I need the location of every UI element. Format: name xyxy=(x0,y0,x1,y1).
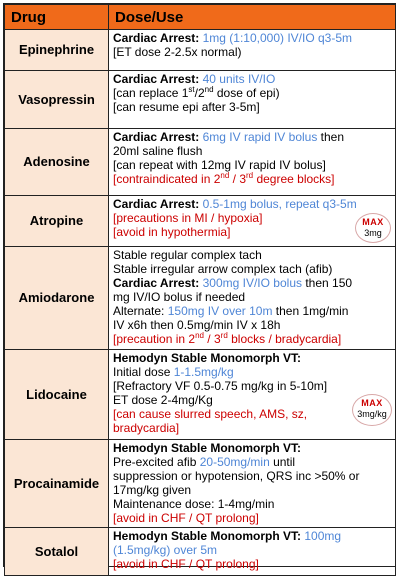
dose-cell xyxy=(109,196,396,247)
indication-heading: Cardiac Arrest: xyxy=(113,31,200,45)
table-row xyxy=(5,247,396,350)
dose-cell: Stable regular complex tach Stable irregular arrow complex tach (afib) Cardiac Arrest: 300mg IV/IO bolus then 150 mg IV/IO bolus if needed Alternate: 150mg IV over 10m then 1mg/min IV x6h then 0.5mg/min IV x 18h [precaution in 2nd / 3rd blocks / bradycardia] xyxy=(109,247,396,350)
warning-note: [avoid in CHF / QT prolong] xyxy=(113,511,259,525)
drug-name: Epinephrine xyxy=(5,30,109,71)
drug-dose-table xyxy=(3,3,396,571)
max-value: 3mg/kg xyxy=(357,409,387,419)
dose-value: (1.5mg/kg) over 5m xyxy=(113,543,218,557)
dose-cell: Hemodyn Stable Monomorph VT: Initial dose 1-1.5mg/kg [Refractory VF 0.5-0.75 mg/kg in 5-10m] ET dose 2-4mg/Kg [can cause slurred speech, AMS, sz, bradycardia] MAX 3mg/kg xyxy=(109,350,396,440)
dose-value: 40 units IV/IO xyxy=(202,72,276,86)
dose-note: suppression or hypotension, QRS inc >50% or xyxy=(113,469,360,483)
dose-note: ET dose 2-4mg/Kg xyxy=(113,393,213,407)
header-dose: Dose/Use xyxy=(109,5,396,30)
dose-note: [Refractory VF 0.5-0.75 mg/kg in 5-10m] xyxy=(113,379,328,393)
dose-note: Maintenance dose: 1-4mg/min xyxy=(113,497,275,511)
dose-cell: Cardiac Arrest: 6mg IV rapid IV bolus then 20ml saline flush [can repeat with 12mg IV rapid IV bolus] [contraindicated in 2nd / 3rd degree blocks] xyxy=(109,129,396,196)
drug-name: Lidocaine xyxy=(5,350,109,440)
drug-name: Amiodarone xyxy=(5,247,109,350)
table-row xyxy=(5,350,396,440)
max-label: MAX xyxy=(362,217,384,227)
dose-cell xyxy=(109,71,396,129)
table-row xyxy=(5,196,396,247)
max-dose-stamp xyxy=(352,394,392,426)
dose-value: 20-50mg/min xyxy=(199,455,270,469)
dose-value: 0.5-1mg bolus, repeat q3-5m xyxy=(202,197,357,211)
dose-value: 150mg IV over 10m xyxy=(167,304,273,318)
indication-heading: Cardiac Arrest: xyxy=(113,197,200,211)
drug-name: Procainamide xyxy=(5,440,109,528)
warning-note: [precaution in 2nd / 3rd blocks / bradycardia] xyxy=(113,331,342,346)
drug-name: Sotalol xyxy=(5,528,109,576)
warning-note: [can cause slurred speech, AMS, sz, xyxy=(113,407,308,421)
dose-cell xyxy=(109,528,396,576)
dose-value: 1-1.5mg/kg xyxy=(173,365,234,379)
drug-name: Adenosine xyxy=(5,129,109,196)
indication-heading: Cardiac Arrest: xyxy=(113,276,200,290)
dose-value: 1mg (1:10,000) IV/IO q3-5m xyxy=(202,31,353,45)
indication-heading: Hemodyn Stable Monomorph VT: xyxy=(113,351,302,365)
dose-value: 6mg IV rapid IV bolus xyxy=(202,130,318,144)
table-row xyxy=(5,71,396,129)
max-label: MAX xyxy=(361,398,383,408)
indication-heading: Cardiac Arrest: xyxy=(113,72,200,86)
dose-note: [ET dose 2-2.5x normal) xyxy=(113,45,242,59)
dose-note: 17mg/kg given xyxy=(113,483,192,497)
alternate-label: Alternate: xyxy=(113,304,165,318)
dose-note: [can repeat with 12mg IV rapid IV bolus] xyxy=(113,158,326,172)
dose-note: Stable irregular arrow complex tach (afib) xyxy=(113,262,333,276)
warning-note: bradycardia] xyxy=(113,421,180,435)
table-row xyxy=(5,528,396,576)
dose-cell: Hemodyn Stable Monomorph VT: Pre-excited afib 20-50mg/min until suppression or hypotension, QRS inc >50% or 17mg/kg given Maintenance dose: 1-4mg/min [avoid in CHF / QT prolong] xyxy=(109,440,396,528)
max-dose-stamp xyxy=(355,213,391,243)
warning-note: [precautions in MI / hypoxia] xyxy=(113,211,263,225)
dose-table xyxy=(4,4,396,576)
dose-cell xyxy=(109,30,396,71)
indication-heading: Hemodyn Stable Monomorph VT: xyxy=(113,441,302,455)
header-drug: Drug xyxy=(5,5,109,30)
table-row xyxy=(5,129,396,196)
dose-note: [can resume epi after 3-5m] xyxy=(113,100,260,114)
dose-note: 20ml saline flush xyxy=(113,144,203,158)
dose-note: [can replace 1st/2nd dose of epi) xyxy=(113,85,280,100)
dose-value: 300mg IV/IO bolus xyxy=(202,276,302,290)
dose-note: IV x6h then 0.5mg/min IV x 18h xyxy=(113,318,281,332)
indication-heading: Hemodyn Stable Monomorph VT: xyxy=(113,529,302,543)
dose-note: mg IV/IO bolus if needed xyxy=(113,290,246,304)
table-header-row xyxy=(5,5,396,30)
warning-note: [avoid in CHF / QT prolong] xyxy=(113,557,259,571)
drug-name: Vasopressin xyxy=(5,71,109,129)
warning-note: [avoid in hypothermia] xyxy=(113,225,231,239)
dose-value: 100mg xyxy=(301,529,342,543)
indication-heading: Cardiac Arrest: xyxy=(113,130,200,144)
max-value: 3mg xyxy=(364,228,382,238)
drug-name: Atropine xyxy=(5,196,109,247)
warning-note: [contraindicated in 2nd / 3rd degree blocks] xyxy=(113,171,335,186)
table-row xyxy=(5,440,396,528)
dose-note: Stable regular complex tach xyxy=(113,248,262,262)
table-row xyxy=(5,30,396,71)
